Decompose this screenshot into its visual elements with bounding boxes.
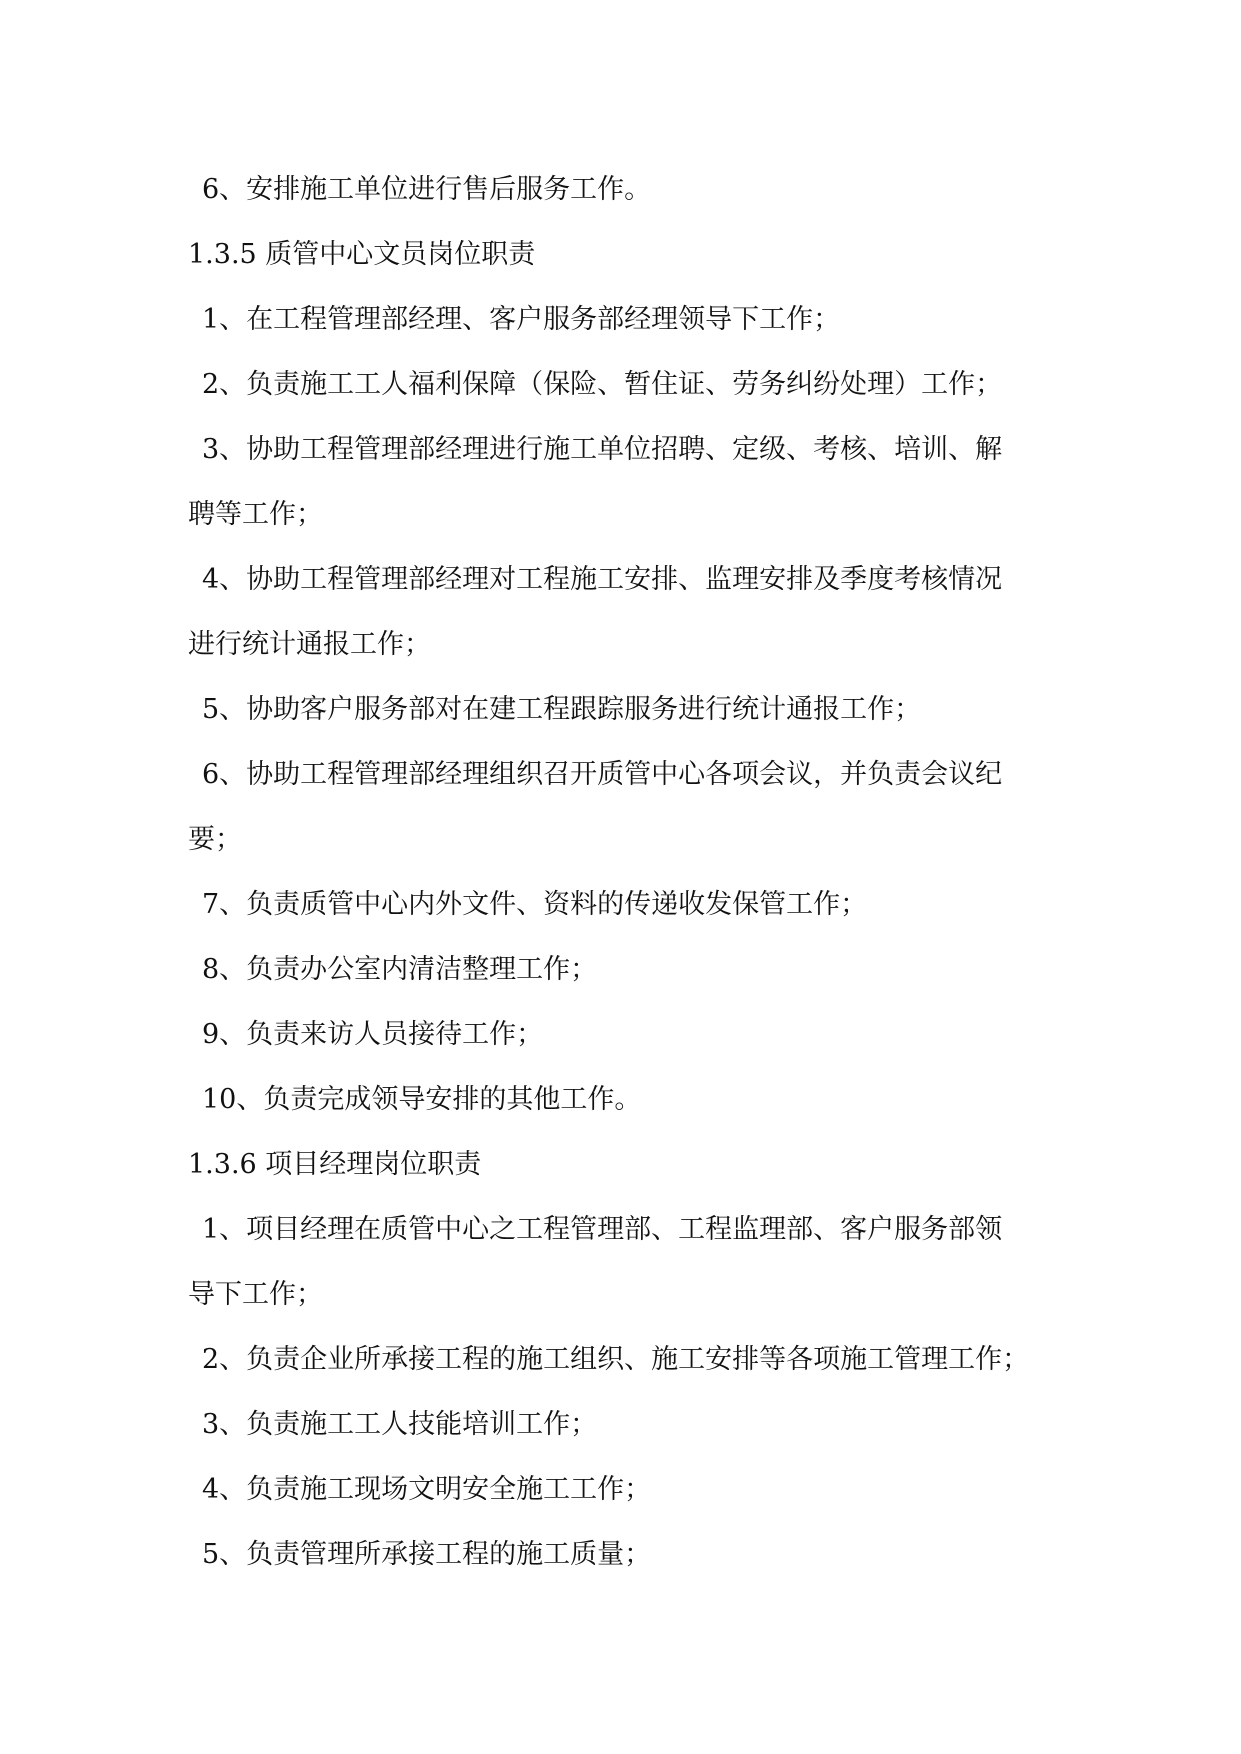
list-item: 8、负责办公室内清洁整理工作； xyxy=(202,954,598,985)
list-item-continuation: 聘等工作； xyxy=(188,499,323,530)
list-item-continuation: 进行统计通报工作； xyxy=(188,629,431,660)
list-item: 7、负责质管中心内外文件、资料的传递收发保管工作； xyxy=(202,889,868,920)
list-item: 3、协助工程管理部经理进行施工单位招聘、定级、考核、培训、解 xyxy=(202,434,1003,465)
list-item-continuation: 导下工作； xyxy=(188,1279,323,1310)
section-heading: 1.3.6 项目经理岗位职责 xyxy=(188,1149,482,1180)
list-item: 4、负责施工现场文明安全施工工作； xyxy=(202,1474,652,1505)
section-heading: 1.3.5 质管中心文员岗位职责 xyxy=(188,239,536,270)
list-item: 5、协助客户服务部对在建工程跟踪服务进行统计通报工作； xyxy=(202,694,922,725)
list-item: 6、协助工程管理部经理组织召开质管中心各项会议，并负责会议纪 xyxy=(202,759,1003,790)
list-item: 1、在工程管理部经理、客户服务部经理领导下工作； xyxy=(202,304,841,335)
list-item: 9、负责来访人员接待工作； xyxy=(202,1019,544,1050)
list-item: 5、负责管理所承接工程的施工质量； xyxy=(202,1539,652,1570)
list-item: 2、负责企业所承接工程的施工组织、施工安排等各项施工管理工作； xyxy=(202,1344,1030,1375)
list-item: 3、负责施工工人技能培训工作； xyxy=(202,1409,598,1440)
list-item: 4、协助工程管理部经理对工程施工安排、监理安排及季度考核情况 xyxy=(202,564,1003,595)
list-item: 10、负责完成领导安排的其他工作。 xyxy=(202,1084,642,1115)
list-item: 2、负责施工工人福利保障（保险、暂住证、劳务纠纷处理）工作； xyxy=(202,369,1003,400)
list-item-continuation: 要； xyxy=(188,824,242,855)
list-item: 1、项目经理在质管中心之工程管理部、工程监理部、客户服务部领 xyxy=(202,1214,1003,1245)
list-item: 6、安排施工单位进行售后服务工作。 xyxy=(202,174,652,205)
document-body xyxy=(188,157,1068,1587)
